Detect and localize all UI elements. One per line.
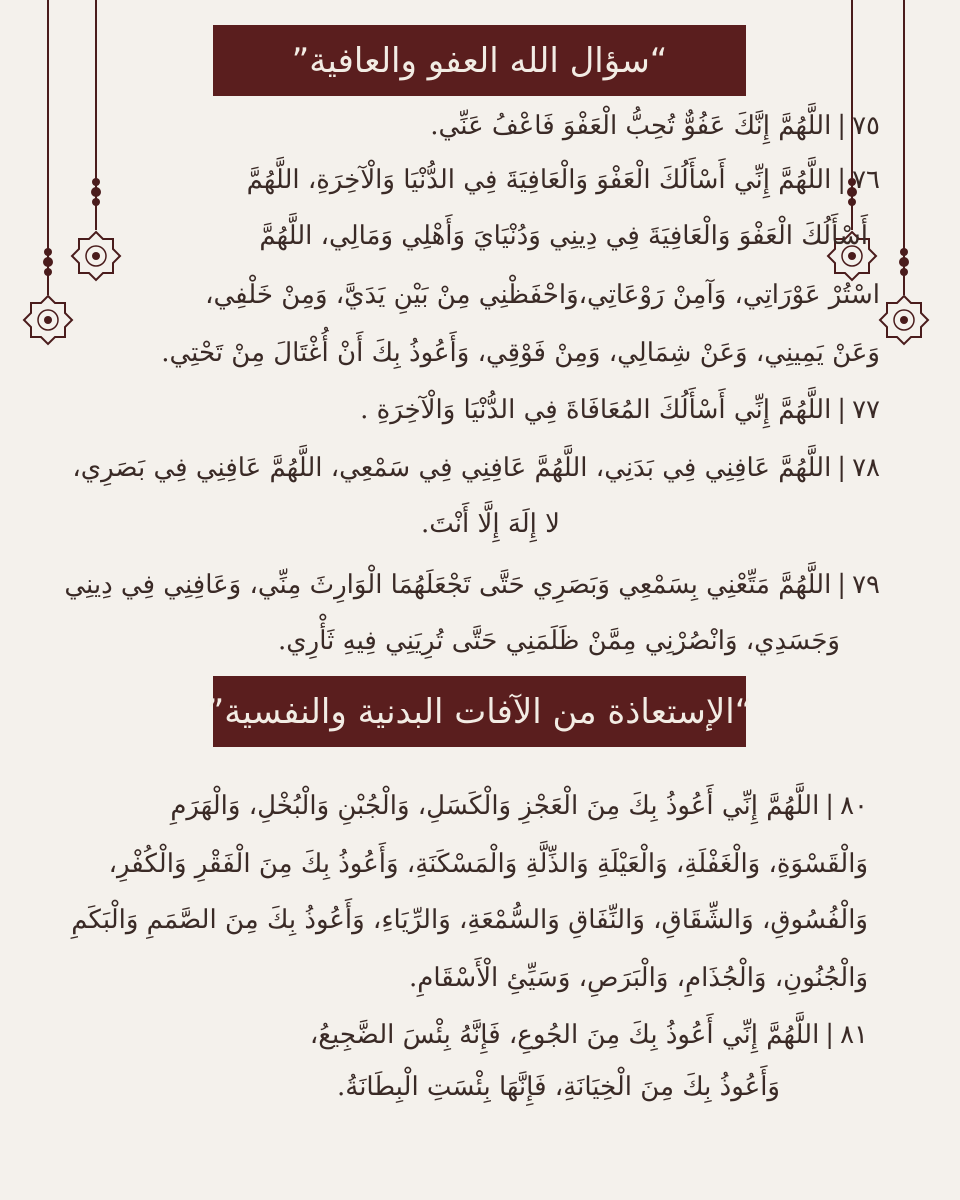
section-title-2: “الإستعاذة من الآفات البدنية والنفسية”: [206, 691, 753, 732]
section-title-1: “سؤال الله العفو والعافية”: [291, 40, 668, 81]
item-text: لا إِلَهَ إِلَّا أَنْتَ.: [420, 509, 560, 539]
item-76-line-1: ٧٦|اللَّهُمَّ إِنِّي أَسْأَلُكَ الْعَفْوَ وَالْعَافِيَةَ فِي الدُّنْيَا وَالْآخِرَةِ، اللَّهُمَّ: [246, 165, 880, 195]
item-number: ٧٦: [852, 165, 880, 195]
item-text: وَأَعُوذُ بِكَ مِنَ الْخِيَانَةِ، فَإِنَّهَا بِئْسَتِ الْبِطَانَةُ.: [336, 1072, 780, 1102]
item-text: وَالْجُنُونِ، وَالْجُذَامِ، وَالْبَرَصِ، وَسَيِّئِ الْأَسْقَامِ.: [409, 963, 868, 993]
item-text: اللَّهُمَّ إِنَّكَ عَفُوٌّ تُحِبُّ الْعَفْوَ فَاعْفُ عَنِّي.: [430, 111, 832, 141]
item-text: وَعَنْ يَمِينِي، وَعَنْ شِمَالِي، وَمِنْ فَوْقِي، وَأَعُوذُ بِكَ أَنْ أُغْتَالَ مِنْ تَحْتِي.: [161, 338, 880, 368]
item-77-line-1: ٧٧|اللَّهُمَّ إِنِّي أَسْأَلُكَ المُعَافَاةَ فِي الدُّنْيَا وَالْآخِرَةِ .: [360, 395, 880, 425]
item-number: ٧٧: [852, 395, 880, 425]
item-81-line-1: ٨١|اللَّهُمَّ إِنِّي أَعُوذُ بِكَ مِنَ الجُوعِ، فَإِنَّهُ بِئْسَ الضَّجِيعُ،: [309, 1020, 868, 1050]
right-outer-ornament: [876, 0, 932, 350]
item-text: وَجَسَدِي، وَانْصُرْنِي مِمَّنْ ظَلَمَنِي حَتَّى تُرِيَنِي فِيهِ ثَأْرِي.: [278, 626, 840, 656]
star-ornament-icon: [876, 0, 932, 350]
item-number: ٨١: [840, 1020, 868, 1050]
item-number: ٧٨: [852, 453, 880, 483]
item-text: اللَّهُمَّ إِنِّي أَسْأَلُكَ الْعَفْوَ وَالْعَافِيَةَ فِي الدُّنْيَا وَالْآخِرَةِ، اللَّهُمَّ: [246, 165, 832, 195]
item-81-line-2: [337, 1074, 780, 1100]
item-80-line-3: [71, 907, 868, 933]
item-text: اللَّهُمَّ عَافِنِي فِي بَدَنِي، اللَّهُمَّ عَافِنِي فِي سَمْعِي، اللَّهُمَّ عَافِنِي فِي بَصَرِي،: [72, 453, 832, 483]
item-text: وَالْقَسْوَةِ، وَالْغَفْلَةِ، وَالْعَيْلَةِ وَالذِّلَّةِ وَالْمَسْكَنَةِ، وَأَعُوذُ بِكَ مِنَ الْفَقْرِ وَالْكُفْرِ،: [108, 849, 868, 879]
item-text: اللَّهُمَّ إِنِّي أَسْأَلُكَ المُعَافَاةَ فِي الدُّنْيَا وَالْآخِرَةِ .: [360, 395, 832, 425]
section-2-text: [40, 0, 880, 1200]
item-text: وَالْفُسُوقِ، وَالشِّقَاقِ، وَالنِّفَاقِ وَالسُّمْعَةِ، وَالرِّيَاءِ، وَأَعُوذُ بِكَ مِنَ الصَّمَمِ وَالْبَكَمِ: [71, 905, 868, 935]
item-number: ٨٠: [840, 791, 868, 821]
item-79-line-1: ٧٩|اللَّهُمَّ مَتِّعْنِي بِسَمْعِي وَبَصَرِي حَتَّى تَجْعَلَهُمَا الْوَارِثَ مِنِّي، وَعَافِنِي فِي دِينِي: [64, 570, 880, 600]
item-number: ٧٥: [852, 111, 880, 141]
item-75-line-1: ٧٥|اللَّهُمَّ إِنَّكَ عَفُوٌّ تُحِبُّ الْعَفْوَ فَاعْفُ عَنِّي.: [430, 111, 880, 141]
item-78-line-1: ٧٨|اللَّهُمَّ عَافِنِي فِي بَدَنِي، اللَّهُمَّ عَافِنِي فِي سَمْعِي، اللَّهُمَّ عَافِنِي فِي بَصَرِي،: [72, 453, 880, 483]
item-80-line-4: [409, 965, 868, 991]
item-text: اللَّهُمَّ إِنِّي أَعُوذُ بِكَ مِنَ الجُوعِ، فَإِنَّهُ بِئْسَ الضَّجِيعُ،: [309, 1020, 820, 1050]
item-text: اللَّهُمَّ مَتِّعْنِي بِسَمْعِي وَبَصَرِي حَتَّى تَجْعَلَهُمَا الْوَارِثَ مِنِّي، وَعَافِنِي فِي دِينِي: [64, 570, 832, 600]
item-number: ٧٩: [852, 570, 880, 600]
item-text: أَسْأَلُكَ الْعَفْوَ وَالْعَافِيَةَ فِي دِينِي وَدُنْيَايَ وَأَهْلِي وَمَالِي، اللَّهُمَّ: [259, 221, 868, 251]
item-80-line-2: [109, 851, 868, 877]
item-80-line-1: ٨٠|اللَّهُمَّ إِنِّي أَعُوذُ بِكَ مِنَ الْعَجْزِ وَالْكَسَلِ، وَالْجُبْنِ وَالْبُخْلِ، وَالْهَرَمِ: [170, 791, 868, 821]
item-text: اسْتُرْ عَوْرَاتِي، وَآمِنْ رَوْعَاتِي،وَاحْفَظْنِي مِنْ بَيْنِ يَدَيَّ، وَمِنْ خَلْفِي،: [205, 280, 880, 310]
item-text: اللَّهُمَّ إِنِّي أَعُوذُ بِكَ مِنَ الْعَجْزِ وَالْكَسَلِ، وَالْجُبْنِ وَالْبُخْلِ، وَالْهَرَمِ: [170, 791, 820, 821]
